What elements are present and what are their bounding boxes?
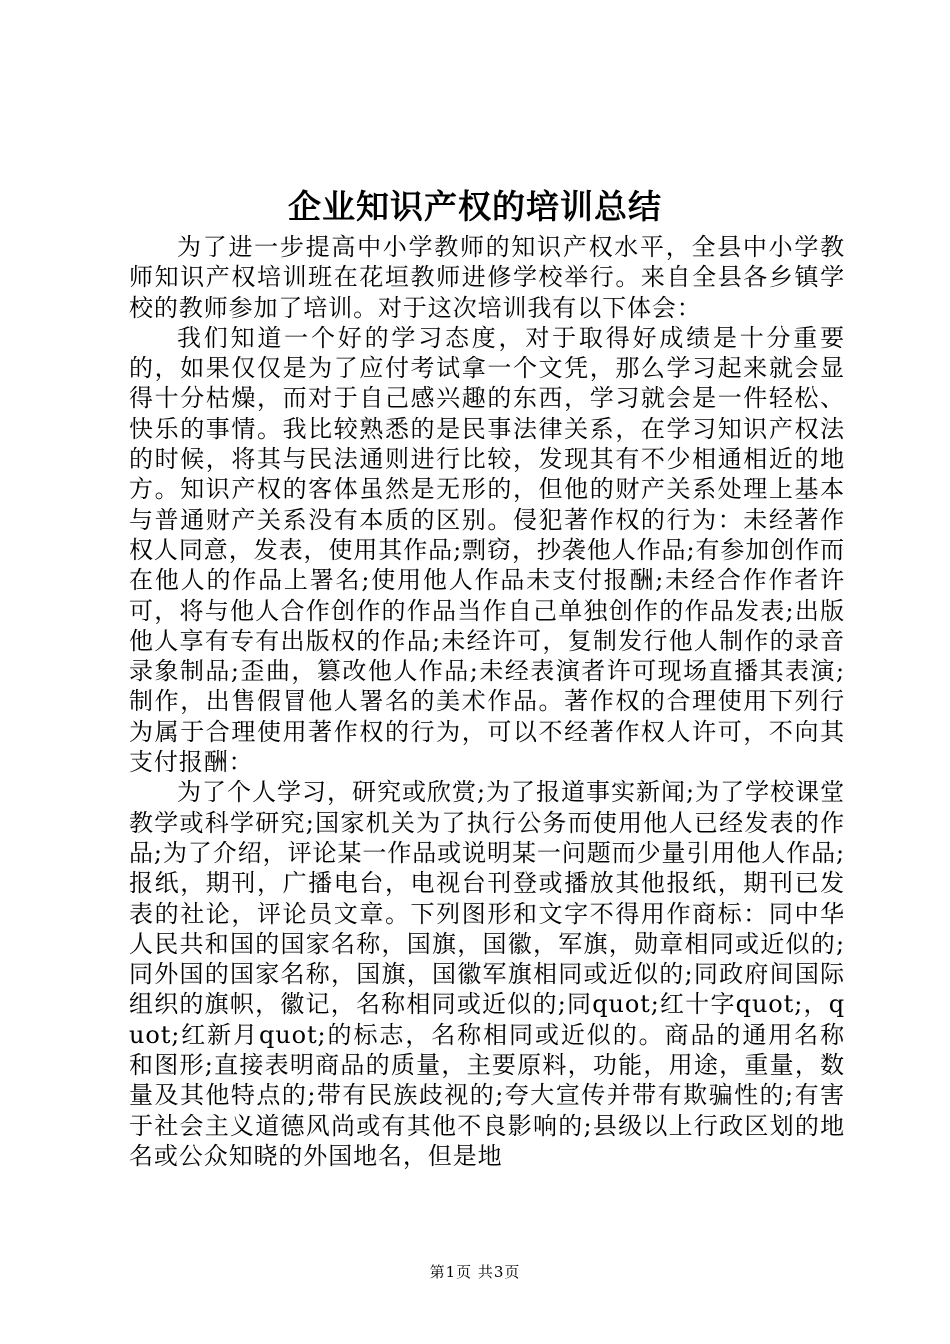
page-footer: 第1页 共3页: [429, 1263, 521, 1281]
document-title: 企业知识产权的培训总结: [288, 187, 662, 226]
paragraph-fair-use-trademark: 为了个人学习，研究或欣赏;为了报道事实新闻;为了学校课堂教学或科学研究;国家机关为了执行公务而使用他人已经发表的作品;为了介绍，评论某一作品或说明某一问题而少量引用他人作品;报纸，期刊，广播电台，电视台刊登或播放其他报纸，期刊已发表的社论，评论员文章。下列图形和文字不得用作商标：同中华人民共和国的国家名称，国旗，国徽，军旗，勋章相同或近似的;同外国的国家名称，国旗，国徽军旗相同或近似的;同政府间国际组织的旗帜，徽记，名称相同或近似的;同quot;红十字quot;，quot;红新月quot;的标志，名称相同或近似的。商品的通用名称和图形;直接表明商品的质量，主要原料，功能，用途，重量，数量及其他特点的;带有民族歧视的;夸大宣传并带有欺骗性的;有害于社会主义道德风尚或有其他不良影响的;县级以上行政区划的地名或公众知晓的外国地名，但是地: [129, 778, 845, 1170]
paragraph-infringement: 我们知道一个好的学习态度，对于取得好成绩是十分重要的，如果仅仅是为了应付考试拿一个文凭，那么学习起来就会显得十分枯燥，而对于自己感兴趣的东西，学习就会是一件轻松、快乐的事情。我比较熟悉的是民事法律关系，在学习知识产权法的时候，将其与民法通则进行比较，发现其有不少相通相近的地方。知识产权的客体虽然是无形的，但他的财产关系处理上基本与普通财产关系没有本质的区别。侵犯著作权的行为：未经著作权人同意，发表，使用其作品;剽窃，抄袭他人作品;有参加创作而在他人的作品上署名;使用他人作品未支付报酬;未经合作作者许可，将与他人合作创作的作品当作自己单独创作的作品发表;出版他人享有专有出版权的作品;未经许可，复制发行他人制作的录音录象制品;歪曲，篡改他人作品;未经表演者许可现场直播其表演;制作，出售假冒他人署名的美术作品。著作权的合理使用下列行为属于合理使用著作权的行为，可以不经著作权人许可，不向其支付报酬：: [129, 323, 845, 777]
document-body: [129, 232, 845, 1171]
paragraph-intro: 为了进一步提高中小学教师的知识产权水平，全县中小学教师知识产权培训班在花垣教师进修学校举行。来自全县各乡镇学校的教师参加了培训。对于这次培训我有以下体会：: [129, 233, 845, 322]
